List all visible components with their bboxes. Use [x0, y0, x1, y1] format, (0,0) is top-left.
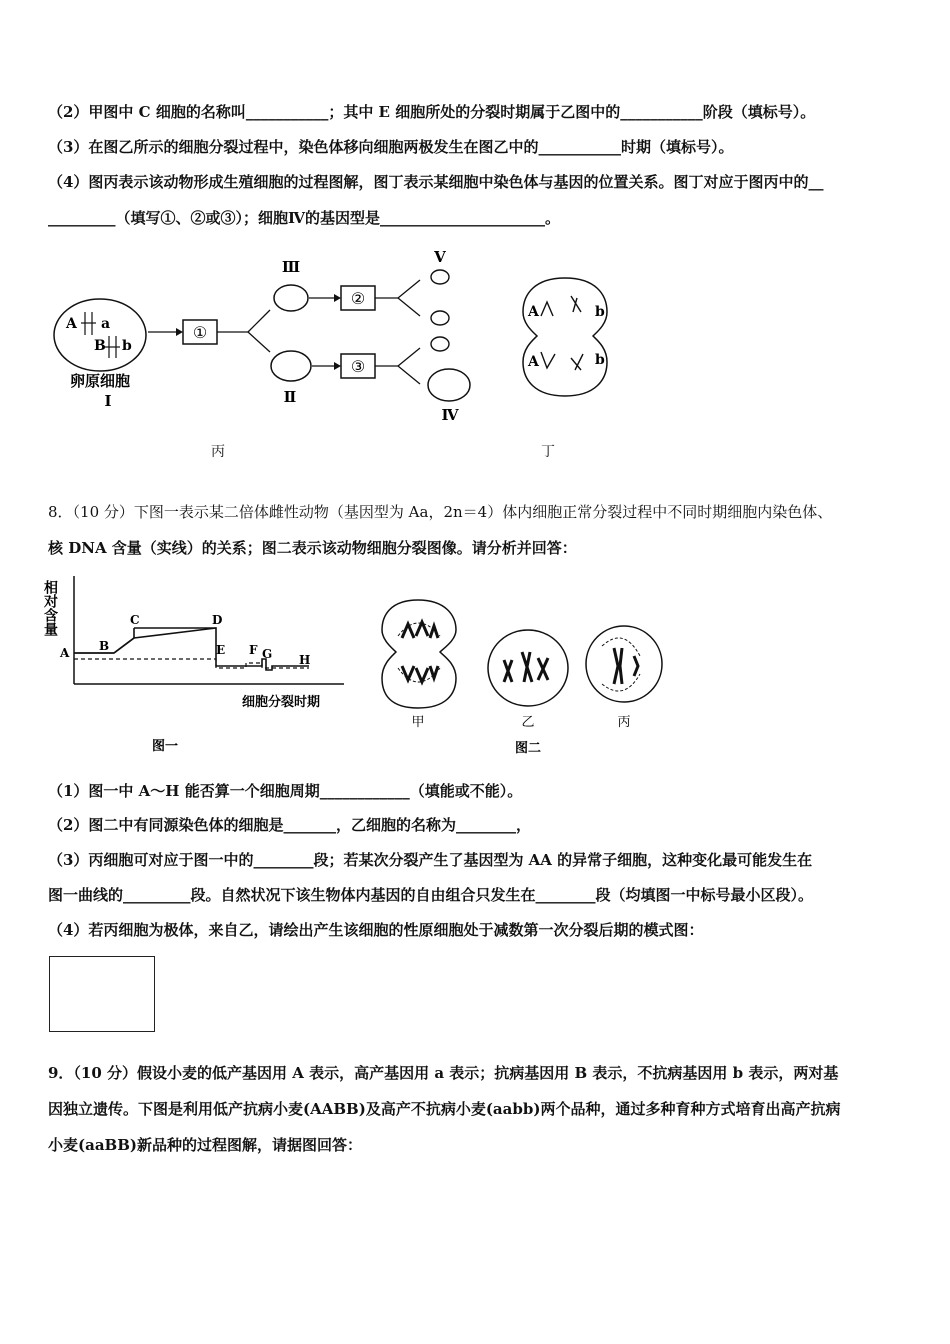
chart-xlabel: 细胞分裂时期: [242, 695, 321, 710]
q8-part2: （2）图二中有同源染色体的细胞是_______，乙细胞的名称为________，: [48, 816, 531, 834]
chart-point-G: G: [262, 647, 273, 661]
oogonium-label: 卵原细胞: [69, 372, 131, 390]
cell-V-label: Ⅴ: [434, 248, 446, 266]
chart-ylabel-1: 相对含量: [42, 580, 58, 636]
cell-II-label: Ⅱ: [283, 388, 297, 406]
cell-I-label: Ⅰ: [104, 392, 112, 410]
q8-intro-line2: 核 DNA 含量（实线）的关系；图二表示该动物细胞分裂图像。请分析并回答：: [48, 539, 577, 557]
cell-bing-label: 丙: [617, 715, 631, 730]
figure-ding: [515, 272, 615, 402]
q8-part3-line2: 图一曲线的_________段。自然状况下该生物体内基因的自由组合只发生在________段（均填图一中标号最小区段）。: [48, 886, 814, 904]
box-1-label: ①: [192, 323, 208, 342]
ding-gene-b-bottom: b: [595, 352, 605, 368]
q8-part1: （1）图一中 A～H 能否算一个细胞周期____________（填能或不能）。: [48, 782, 523, 800]
chart-point-E: E: [216, 643, 226, 657]
gene-B-label: B: [94, 338, 106, 354]
q9-line3: 小麦(aaBB)新品种的过程图解，请据图回答：: [48, 1136, 362, 1154]
box-3-label: ③: [350, 357, 366, 376]
figure-bing-caption: 丙: [211, 444, 225, 460]
chart-point-F: F: [249, 643, 258, 657]
figure-ding-caption: 丁: [541, 444, 555, 460]
chart-point-A: A: [60, 646, 70, 660]
q8-part4: （4）若丙细胞为极体，来自乙，请绘出产生该细胞的性原细胞处于减数第一次分裂后期的模式图：: [48, 921, 704, 939]
q9-line1: 9．（10 分）假设小麦的低产基因用 A 表示，高产基因用 a 表示；抗病基因用 B 表示，不抗病基因用 b 表示，两对基: [48, 1064, 839, 1082]
ding-gene-A-bottom: A: [528, 354, 539, 370]
cell-IV-label: Ⅳ: [441, 406, 459, 424]
ding-gene-A-top: A: [528, 304, 539, 320]
cell-III-label: Ⅲ: [281, 258, 301, 276]
figure-bing: [48, 240, 488, 465]
cell-yi-label: 乙: [521, 715, 535, 730]
q9-line2: 因独立遗传。下图是利用低产抗病小麦(AABB)及高产不抗病小麦(aabb)两个品种，通过多种育种方式培育出高产抗病: [48, 1100, 841, 1118]
figure-2-cells: [378, 596, 658, 756]
gene-b-label: b: [122, 338, 132, 354]
cell-jia-label: 甲: [411, 715, 425, 730]
box-2-label: ②: [350, 289, 366, 308]
q7-part2: （2）甲图中 C 细胞的名称叫___________；其中 E 细胞所处的分裂时期属于乙图中的___________阶段（填标号）。: [48, 103, 816, 121]
chart-caption: 图一: [152, 739, 179, 754]
chart-point-B: B: [99, 639, 110, 653]
q8-intro-line1: 8．（10 分）下图一表示某二倍体雌性动物（基因型为 Aa，2n＝4）体内细胞正常分裂过程中不同时期细胞内染色体、: [48, 503, 833, 521]
chart-point-H: H: [299, 653, 311, 667]
drawing-answer-box: [49, 956, 155, 1032]
ding-gene-b-top: b: [595, 304, 605, 320]
q7-part4-line2: _________（填写①、②或③）；细胞Ⅳ的基因型是______________________。: [48, 209, 561, 227]
gene-a-label: a: [101, 316, 111, 332]
q7-part4-line1: （4）图丙表示该动物形成生殖细胞的过程图解，图丁表示某细胞中染色体与基因的位置关系。图丁对应于图丙中的__: [48, 173, 824, 191]
q7-part3: （3）在图乙所示的细胞分裂过程中，染色体移向细胞两极发生在图乙中的___________时期（填标号）。: [48, 138, 734, 156]
gene-A-label: A: [66, 316, 77, 332]
figure-1-chart: [44, 566, 364, 756]
chart-point-D: D: [212, 613, 223, 627]
chart-point-C: C: [130, 613, 140, 627]
figure-2-caption: 图二: [514, 741, 542, 756]
q8-part3-line1: （3）丙细胞可对应于图一中的________段；若某次分裂产生了基因型为 AA 的异常子细胞，这种变化最可能发生在: [48, 851, 813, 869]
